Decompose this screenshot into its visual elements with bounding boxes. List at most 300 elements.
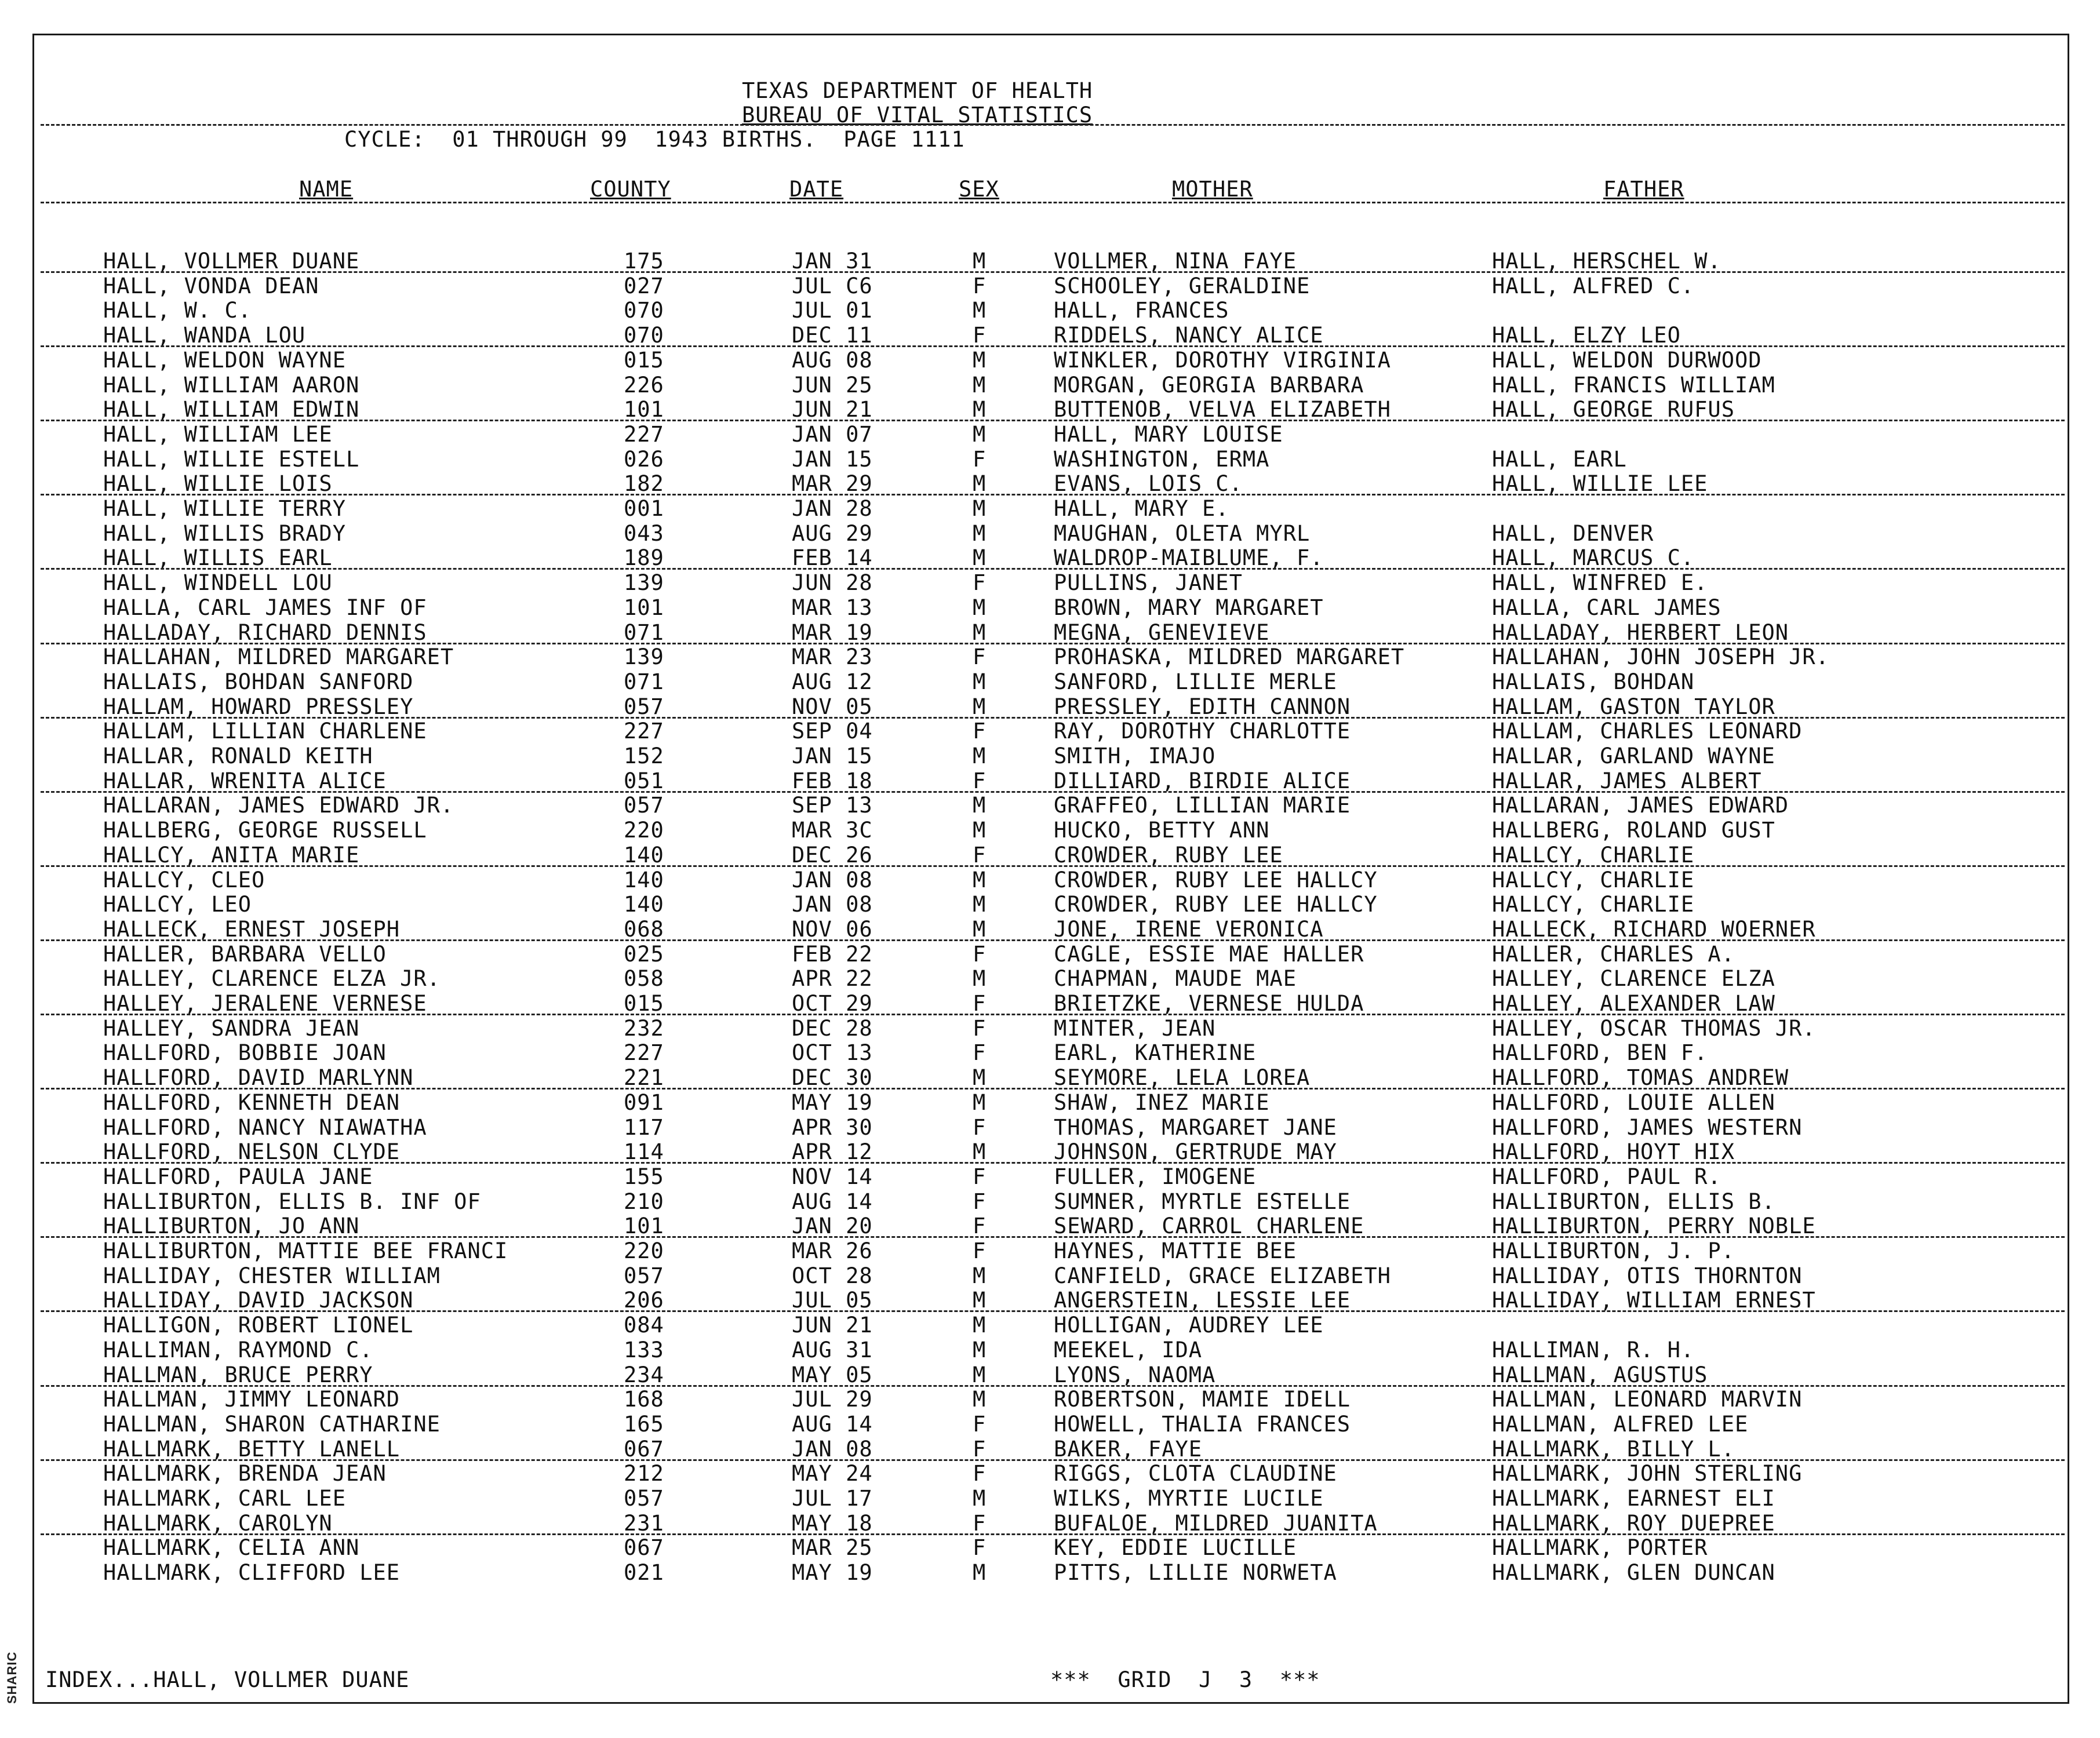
cell-mother: PROHASKA, MILDRED MARGARET [1054, 644, 1405, 669]
cell-date: DEC 11 [792, 323, 873, 348]
cell-father: HALLMARK, JOHN STERLING [1492, 1461, 1803, 1486]
cell-mother: PITTS, LILLIE NORWETA [1054, 1560, 1337, 1585]
cell-date: JAN 08 [792, 892, 873, 917]
cell-name: HALLMARK, BETTY LANELL [103, 1437, 401, 1462]
cell-name: HALLFORD, NANCY NIAWATHA [103, 1115, 427, 1140]
footer-index: INDEX...HALL, VOLLMER DUANE [45, 1667, 410, 1692]
cell-mother: LYONS, NAOMA [1054, 1362, 1216, 1387]
cell-name: HALLAR, RONALD KEITH [103, 744, 373, 768]
table-row [0, 1363, 2100, 1387]
cell-date: MAR 13 [792, 595, 873, 620]
divider-line [41, 271, 2065, 273]
cell-father: HALLAM, CHARLES LEONARD [1492, 719, 1803, 744]
cell-father: HALL, WINFRED E. [1492, 570, 1708, 595]
cell-county: 139 [624, 644, 664, 669]
cell-date: SEP 13 [792, 793, 873, 818]
cell-county: 025 [624, 942, 664, 967]
cell-sex: F [973, 1437, 987, 1462]
cell-mother: JOHNSON, GERTRUDE MAY [1054, 1139, 1337, 1164]
cell-county: 221 [624, 1065, 664, 1090]
cell-name: HALLEY, JERALENE VERNESE [103, 991, 427, 1016]
cell-name: HALLAM, HOWARD PRESSLEY [103, 694, 414, 719]
cell-county: 070 [624, 323, 664, 348]
cell-father: HALLBERG, ROLAND GUST [1492, 818, 1775, 843]
table-row [0, 695, 2100, 719]
cell-date: OCT 29 [792, 991, 873, 1016]
cell-father: HALL, WELDON DURWOOD [1492, 348, 1762, 373]
cell-sex: F [973, 1016, 987, 1041]
cell-county: 057 [624, 793, 664, 818]
cell-mother: BROWN, MARY MARGARET [1054, 595, 1324, 620]
cell-mother: EVANS, LOIS C. [1054, 471, 1243, 496]
cell-father: HALL, HERSCHEL W. [1492, 249, 1722, 274]
column-header-county: COUNTY [590, 177, 671, 202]
cell-mother: BAKER, FAYE [1054, 1437, 1203, 1462]
cell-father: HALLMARK, ROY DUEPREE [1492, 1511, 1775, 1536]
cell-mother: MEGNA, GENEVIEVE [1054, 620, 1270, 645]
cell-name: HALLAR, WRENITA ALICE [103, 768, 387, 793]
cell-name: HALL, WINDELL LOU [103, 570, 333, 595]
cell-mother: MINTER, JEAN [1054, 1016, 1216, 1041]
cell-date: JAN 15 [792, 744, 873, 768]
cell-sex: M [973, 1288, 987, 1313]
table-row [0, 942, 2100, 967]
cell-father: HALLECK, RICHARD WOERNER [1492, 917, 1816, 942]
cell-county: 114 [624, 1139, 664, 1164]
cell-date: AUG 14 [792, 1412, 873, 1437]
cell-father: HALLA, CARL JAMES [1492, 595, 1722, 620]
cell-mother: SANFORD, LILLIE MERLE [1054, 669, 1337, 694]
cell-name: HALLCY, ANITA MARIE [103, 843, 360, 868]
cell-name: HALLAHAN, MILDRED MARGARET [103, 644, 454, 669]
cell-father: HALLAR, GARLAND WAYNE [1492, 744, 1775, 768]
cell-mother: SCHOOLEY, GERALDINE [1054, 274, 1311, 298]
cell-father: HALLIMAN, R. H. [1492, 1338, 1695, 1362]
cell-county: 140 [624, 892, 664, 917]
table-row [0, 447, 2100, 472]
cell-date: MAY 19 [792, 1090, 873, 1115]
cell-mother: SEWARD, CARROL CHARLENE [1054, 1214, 1364, 1238]
cell-sex: F [973, 323, 987, 348]
cell-sex: M [973, 1387, 987, 1412]
cell-date: MAY 19 [792, 1560, 873, 1585]
cell-date: MAY 24 [792, 1461, 873, 1486]
table-row [0, 917, 2100, 942]
cell-father: HALLFORD, HOYT HIX [1492, 1139, 1735, 1164]
cell-father: HALLFORD, PAUL R. [1492, 1164, 1722, 1189]
cell-sex: F [973, 447, 987, 472]
cell-sex: M [973, 744, 987, 768]
cell-sex: M [973, 793, 987, 818]
cell-county: 057 [624, 1263, 664, 1288]
cell-mother: CAGLE, ESSIE MAE HALLER [1054, 942, 1364, 967]
cell-mother: MEEKEL, IDA [1054, 1338, 1203, 1362]
table-row [0, 398, 2100, 422]
table-row [0, 818, 2100, 843]
column-header-father: FATHER [1603, 177, 1684, 202]
header-bureau: BUREAU OF VITAL STATISTICS [742, 103, 1093, 127]
cell-county: 001 [624, 496, 664, 521]
table-row [0, 1561, 2100, 1585]
cell-sex: M [973, 1139, 987, 1164]
table-row [0, 868, 2100, 892]
cell-mother: ANGERSTEIN, LESSIE LEE [1054, 1288, 1351, 1313]
cell-date: NOV 14 [792, 1164, 873, 1189]
table-row [0, 793, 2100, 818]
table-row [0, 1239, 2100, 1263]
cell-name: HALLMARK, CELIA ANN [103, 1535, 360, 1560]
divider-line [41, 494, 2065, 495]
cell-name: HALLBERG, GEORGE RUSSELL [103, 818, 427, 843]
table-row [0, 1536, 2100, 1560]
cell-county: 015 [624, 348, 664, 373]
cell-name: HALL, WANDA LOU [103, 323, 306, 348]
cell-mother: KEY, EDDIE LUCILLE [1054, 1535, 1297, 1560]
cell-name: HALLCY, LEO [103, 892, 252, 917]
cell-mother: WILKS, MYRTIE LUCILE [1054, 1486, 1324, 1511]
cell-name: HALLFORD, NELSON CLYDE [103, 1139, 401, 1164]
table-row [0, 472, 2100, 496]
cell-name: HALL, WILLIE TERRY [103, 496, 346, 521]
cell-father: HALLIBURTON, PERRY NOBLE [1492, 1214, 1816, 1238]
cell-name: HALLER, BARBARA VELLO [103, 942, 387, 967]
column-header-mother: MOTHER [1172, 177, 1253, 202]
side-label: SHARIC [5, 1651, 19, 1704]
cell-father: HALLMARK, GLEN DUNCAN [1492, 1560, 1775, 1585]
cell-date: JUN 21 [792, 1313, 873, 1338]
cell-sex: F [973, 843, 987, 868]
cell-date: AUG 12 [792, 669, 873, 694]
cell-sex: M [973, 471, 987, 496]
divider-line [41, 420, 2065, 421]
table-row [0, 1264, 2100, 1288]
cell-sex: M [973, 917, 987, 942]
cell-date: JAN 08 [792, 868, 873, 892]
cell-name: HALLADAY, RICHARD DENNIS [103, 620, 427, 645]
cell-date: JAN 20 [792, 1214, 873, 1238]
cell-mother: GRAFFEO, LILLIAN MARIE [1054, 793, 1351, 818]
cell-county: 071 [624, 620, 664, 645]
cell-mother: SUMNER, MYRTLE ESTELLE [1054, 1189, 1351, 1214]
cell-county: 182 [624, 471, 664, 496]
cell-sex: M [973, 595, 987, 620]
cell-sex: F [973, 274, 987, 298]
cell-father: HALLIDAY, OTIS THORNTON [1492, 1263, 1803, 1288]
cell-date: FEB 18 [792, 768, 873, 793]
cell-father: HALLAHAN, JOHN JOSEPH JR. [1492, 644, 1829, 669]
cell-sex: F [973, 644, 987, 669]
cell-date: FEB 22 [792, 942, 873, 967]
cell-mother: HOWELL, THALIA FRANCES [1054, 1412, 1351, 1437]
cell-name: HALL, WILLIE ESTELL [103, 447, 360, 472]
cell-county: 091 [624, 1090, 664, 1115]
cell-county: 057 [624, 1486, 664, 1511]
table-row [0, 1288, 2100, 1313]
cell-mother: HALL, FRANCES [1054, 298, 1229, 323]
cell-sex: M [973, 1560, 987, 1585]
cell-date: OCT 28 [792, 1263, 873, 1288]
cell-name: HALLIGON, ROBERT LIONEL [103, 1313, 414, 1338]
cell-date: MAR 23 [792, 644, 873, 669]
cell-sex: F [973, 1214, 987, 1238]
cell-mother: FULLER, IMOGENE [1054, 1164, 1257, 1189]
column-header-sex: SEX [959, 177, 999, 202]
cell-father: HALLCY, CHARLIE [1492, 868, 1695, 892]
table-row [0, 1313, 2100, 1338]
cell-father: HALLARAN, JAMES EDWARD [1492, 793, 1789, 818]
cell-county: 067 [624, 1535, 664, 1560]
cell-date: DEC 30 [792, 1065, 873, 1090]
cell-sex: F [973, 1189, 987, 1214]
cell-father: HALLMAN, AGUSTUS [1492, 1362, 1708, 1387]
table-row [0, 1214, 2100, 1238]
cell-date: MAR 3C [792, 818, 873, 843]
header-department: TEXAS DEPARTMENT OF HEALTH [742, 78, 1093, 103]
cell-date: DEC 26 [792, 843, 873, 868]
cell-sex: M [973, 868, 987, 892]
cell-date: NOV 05 [792, 694, 873, 719]
cell-county: 026 [624, 447, 664, 472]
cell-date: JUL 01 [792, 298, 873, 323]
cell-mother: RIGGS, CLOTA CLAUDINE [1054, 1461, 1337, 1486]
cell-date: MAR 26 [792, 1238, 873, 1263]
cell-sex: F [973, 1164, 987, 1189]
cell-mother: ROBERTSON, MAMIE IDELL [1054, 1387, 1351, 1412]
cell-sex: F [973, 991, 987, 1016]
table-row [0, 571, 2100, 595]
cell-sex: F [973, 1040, 987, 1065]
cell-name: HALLARAN, JAMES EDWARD JR. [103, 793, 454, 818]
cell-county: 140 [624, 843, 664, 868]
cell-name: HALLMAN, BRUCE PERRY [103, 1362, 373, 1387]
cell-mother: WASHINGTON, ERMA [1054, 447, 1270, 472]
cell-father: HALLFORD, BEN F. [1492, 1040, 1708, 1065]
divider-line [41, 865, 2065, 867]
cell-name: HALLAM, LILLIAN CHARLENE [103, 719, 427, 744]
cell-name: HALLMARK, CLIFFORD LEE [103, 1560, 401, 1585]
cell-name: HALLFORD, BOBBIE JOAN [103, 1040, 387, 1065]
cell-mother: DILLIARD, BIRDIE ALICE [1054, 768, 1351, 793]
table-row [0, 1016, 2100, 1041]
cell-county: 206 [624, 1288, 664, 1313]
table-row [0, 323, 2100, 348]
cell-name: HALLIDAY, DAVID JACKSON [103, 1288, 414, 1313]
cell-county: 051 [624, 768, 664, 793]
table-row [0, 249, 2100, 274]
table-row [0, 1165, 2100, 1189]
cell-father: HALLER, CHARLES A. [1492, 942, 1735, 967]
table-row [0, 967, 2100, 991]
divider-line [41, 345, 2065, 347]
cell-sex: F [973, 570, 987, 595]
cell-mother: MORGAN, GEORGIA BARBARA [1054, 373, 1364, 398]
cell-name: HALLMARK, CAROLYN [103, 1511, 333, 1536]
table-row [0, 1387, 2100, 1412]
table-row [0, 670, 2100, 694]
cell-date: JUN 25 [792, 373, 873, 398]
table-row [0, 1486, 2100, 1511]
cell-county: 068 [624, 917, 664, 942]
divider-line [41, 1014, 2065, 1015]
divider-line [41, 1236, 2065, 1238]
cell-father: HALLEY, OSCAR THOMAS JR. [1492, 1016, 1816, 1041]
cell-county: 212 [624, 1461, 664, 1486]
cell-father: HALLCY, CHARLIE [1492, 843, 1695, 868]
table-row [0, 769, 2100, 793]
cell-name: HALL, WELDON WAYNE [103, 348, 346, 373]
cell-date: AUG 29 [792, 521, 873, 546]
divider-line [41, 1088, 2065, 1090]
cell-name: HALLFORD, KENNETH DEAN [103, 1090, 401, 1115]
table-row [0, 1066, 2100, 1090]
cell-father: HALLIBURTON, ELLIS B. [1492, 1189, 1775, 1214]
cell-mother: CANFIELD, GRACE ELIZABETH [1054, 1263, 1391, 1288]
cell-father: HALLFORD, TOMAS ANDREW [1492, 1065, 1789, 1090]
column-header-date: DATE [789, 177, 844, 202]
cell-name: HALLIBURTON, JO ANN [103, 1214, 360, 1238]
cell-name: HALLMARK, BRENDA JEAN [103, 1461, 387, 1486]
cell-county: 027 [624, 274, 664, 298]
cell-name: HALLMAN, SHARON CATHARINE [103, 1412, 441, 1437]
cell-date: JAN 28 [792, 496, 873, 521]
cell-sex: M [973, 521, 987, 546]
cell-name: HALLECK, ERNEST JOSEPH [103, 917, 401, 942]
cell-mother: HOLLIGAN, AUDREY LEE [1054, 1313, 1324, 1338]
column-header-name: NAME [299, 177, 354, 202]
cell-sex: M [973, 818, 987, 843]
cell-sex: M [973, 892, 987, 917]
cell-name: HALLFORD, DAVID MARLYNN [103, 1065, 414, 1090]
cell-sex: M [973, 1313, 987, 1338]
cell-father: HALLEY, ALEXANDER LAW [1492, 991, 1775, 1016]
cell-date: FEB 14 [792, 545, 873, 570]
cell-name: HALLEY, CLARENCE ELZA JR. [103, 966, 441, 991]
header-cycle: CYCLE: 01 THROUGH 99 1943 BIRTHS. PAGE 1111 [344, 127, 965, 152]
cell-sex: M [973, 1263, 987, 1288]
cell-name: HALLFORD, PAULA JANE [103, 1164, 373, 1189]
cell-county: 139 [624, 570, 664, 595]
cell-mother: EARL, KATHERINE [1054, 1040, 1257, 1065]
cell-county: 117 [624, 1115, 664, 1140]
cell-sex: F [973, 719, 987, 744]
cell-sex: F [973, 1511, 987, 1536]
cell-father: HALLMAN, ALFRED LEE [1492, 1412, 1749, 1437]
cell-sex: M [973, 1338, 987, 1362]
cell-name: HALL, WILLIAM EDWIN [103, 397, 360, 422]
cell-name: HALLIBURTON, ELLIS B. INF OF [103, 1189, 481, 1214]
table-row [0, 422, 2100, 447]
cell-name: HALL, WILLIS EARL [103, 545, 333, 570]
cell-date: JUN 21 [792, 397, 873, 422]
table-row [0, 892, 2100, 917]
cell-sex: M [973, 249, 987, 274]
cell-county: 227 [624, 719, 664, 744]
cell-date: JAN 15 [792, 447, 873, 472]
cell-sex: M [973, 373, 987, 398]
cell-date: MAY 05 [792, 1362, 873, 1387]
divider-line [41, 939, 2065, 941]
cell-name: HALL, VOLLMER DUANE [103, 249, 360, 274]
cell-county: 070 [624, 298, 664, 323]
cell-date: JUL 05 [792, 1288, 873, 1313]
cell-father: HALLMAN, LEONARD MARVIN [1492, 1387, 1803, 1412]
cell-mother: CROWDER, RUBY LEE HALLCY [1054, 868, 1378, 892]
cell-mother: BUTTENOB, VELVA ELIZABETH [1054, 397, 1391, 422]
cell-sex: M [973, 694, 987, 719]
cell-county: 220 [624, 818, 664, 843]
table-row [0, 274, 2100, 298]
cell-date: OCT 13 [792, 1040, 873, 1065]
cell-county: 227 [624, 1040, 664, 1065]
cell-father: HALL, GEORGE RUFUS [1492, 397, 1735, 422]
table-row [0, 621, 2100, 645]
cell-county: 021 [624, 1560, 664, 1585]
cell-sex: F [973, 1238, 987, 1263]
cell-county: 101 [624, 1214, 664, 1238]
divider-line [41, 1162, 2065, 1164]
cell-name: HALLAIS, BOHDAN SANFORD [103, 669, 414, 694]
cell-sex: F [973, 1535, 987, 1560]
cell-mother: PRESSLEY, EDITH CANNON [1054, 694, 1351, 719]
cell-father: HALL, MARCUS C. [1492, 545, 1695, 570]
cell-father: HALLFORD, JAMES WESTERN [1492, 1115, 1803, 1140]
cell-county: 057 [624, 694, 664, 719]
cell-mother: SMITH, IMAJO [1054, 744, 1216, 768]
cell-date: MAR 29 [792, 471, 873, 496]
table-row [0, 596, 2100, 620]
cell-county: 084 [624, 1313, 664, 1338]
cell-sex: M [973, 348, 987, 373]
table-row [0, 298, 2100, 323]
cell-county: 058 [624, 966, 664, 991]
cell-mother: SEYMORE, LELA LOREA [1054, 1065, 1311, 1090]
cell-date: AUG 31 [792, 1338, 873, 1362]
table-row [0, 1338, 2100, 1362]
cell-county: 015 [624, 991, 664, 1016]
divider-line [41, 202, 2065, 203]
table-row [0, 645, 2100, 669]
cell-county: 101 [624, 397, 664, 422]
cell-father: HALLADAY, HERBERT LEON [1492, 620, 1789, 645]
cell-sex: M [973, 298, 987, 323]
cell-mother: BUFALOE, MILDRED JUANITA [1054, 1511, 1378, 1536]
cell-date: MAR 19 [792, 620, 873, 645]
table-row [0, 497, 2100, 521]
cell-mother: WINKLER, DOROTHY VIRGINIA [1054, 348, 1391, 373]
cell-county: 189 [624, 545, 664, 570]
cell-sex: M [973, 966, 987, 991]
cell-name: HALLIDAY, CHESTER WILLIAM [103, 1263, 441, 1288]
table-row [0, 546, 2100, 570]
cell-father: HALLIDAY, WILLIAM ERNEST [1492, 1288, 1816, 1313]
cell-county: 234 [624, 1362, 664, 1387]
table-row [0, 373, 2100, 398]
cell-name: HALL, WILLIAM AARON [103, 373, 360, 398]
cell-mother: RAY, DOROTHY CHARLOTTE [1054, 719, 1351, 744]
cell-date: MAR 25 [792, 1535, 873, 1560]
cell-date: NOV 06 [792, 917, 873, 942]
cell-county: 071 [624, 669, 664, 694]
cell-county: 232 [624, 1016, 664, 1041]
table-row [0, 1412, 2100, 1437]
cell-mother: THOMAS, MARGARET JANE [1054, 1115, 1337, 1140]
cell-county: 067 [624, 1437, 664, 1462]
cell-name: HALLEY, SANDRA JEAN [103, 1016, 360, 1041]
cell-name: HALLIMAN, RAYMOND C. [103, 1338, 373, 1362]
cell-sex: M [973, 1065, 987, 1090]
cell-mother: HUCKO, BETTY ANN [1054, 818, 1270, 843]
cell-sex: F [973, 1115, 987, 1140]
